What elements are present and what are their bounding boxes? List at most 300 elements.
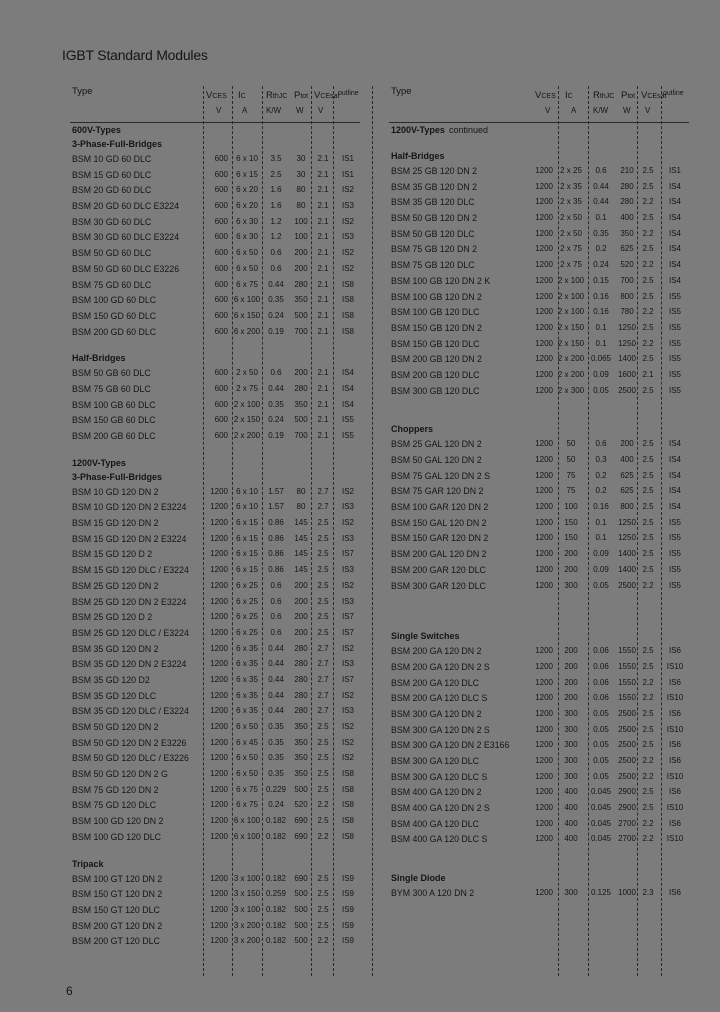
cell-vcesat: 2.1 <box>317 248 329 258</box>
cell-vcesat: 2.5 <box>642 787 654 797</box>
unit-v2: V <box>645 106 651 115</box>
cell-rthjc: 0.44 <box>268 659 284 669</box>
cell-vcesat: 2.5 <box>317 920 329 930</box>
cell-vcesat: 2.5 <box>642 166 654 175</box>
cell-outline: IS5 <box>668 533 681 543</box>
cell-ptot: 2700 <box>618 834 636 844</box>
cell-type: BSM 200 GT 120 DLC <box>72 936 160 947</box>
cell-vces: 600 <box>214 431 228 440</box>
cell-ptot: 690 <box>294 873 308 883</box>
table-row <box>70 720 362 736</box>
unit-w: W <box>623 106 631 115</box>
cell-type: BSM 200 GB 120 DLC <box>391 369 480 380</box>
cell-ptot: 1250 <box>618 517 636 527</box>
cell-rthjc: 0.06 <box>593 646 609 656</box>
cell-outline: IS10 <box>666 724 684 734</box>
cell-rthjc: 1.57 <box>268 486 284 496</box>
cell-vces: 1200 <box>535 228 553 238</box>
cell-outline: IS5 <box>668 322 681 332</box>
cell-ic: 6 x 25 <box>236 612 258 622</box>
cell-vcesat: 2.1 <box>317 383 329 393</box>
cell-vcesat: 2.5 <box>642 740 654 750</box>
spacer <box>70 846 362 858</box>
cell-vcesat: 2.5 <box>317 580 329 590</box>
cell-ptot: 350 <box>294 769 308 779</box>
cell-outline: IS5 <box>668 354 681 364</box>
cell-type: BSM 35 GB 120 DLC <box>391 197 475 208</box>
cell-type: BSM 300 GA 120 DN 2 S <box>391 724 490 735</box>
cell-ptot: 800 <box>620 502 634 512</box>
cell-ptot: 30 <box>296 154 306 163</box>
cell-ptot: 145 <box>294 533 308 543</box>
cell-ic: 6 x 15 <box>236 549 258 559</box>
cell-ic: 6 x 15 <box>236 533 258 543</box>
cell-outline: IS8 <box>341 831 354 841</box>
section-heading <box>70 858 362 872</box>
cell-outline: IS8 <box>341 816 354 826</box>
cell-outline: IS2 <box>341 690 354 700</box>
cell-ic: 6 x 35 <box>236 690 258 700</box>
cell-outline: IS3 <box>341 201 354 211</box>
cell-ic: 2 x 35 <box>560 197 582 207</box>
cell-rthjc: 0.35 <box>268 737 284 747</box>
cell-outline: IS3 <box>341 659 354 669</box>
cell-ptot: 690 <box>294 816 308 826</box>
cell-rthjc: 0.3 <box>595 455 607 464</box>
cell-ic: 75 <box>566 470 576 480</box>
cell-ic: 6 x 35 <box>236 643 258 653</box>
section-label: Tripack <box>72 858 104 869</box>
cell-ic: 6 x 20 <box>236 185 258 195</box>
header-ic: IC <box>565 90 573 101</box>
cell-ptot: 690 <box>294 831 308 841</box>
cell-vcesat: 2.2 <box>642 197 654 207</box>
cell-type: BSM 15 GD 120 DLC / E3224 <box>72 565 189 576</box>
cell-ic: 6 x 50 <box>236 753 258 763</box>
table-row <box>70 382 362 398</box>
cell-rthjc: 0.06 <box>593 661 609 671</box>
section-heading <box>70 471 362 485</box>
cell-outline: IS7 <box>341 627 354 637</box>
cell-rthjc: 0.05 <box>593 756 609 765</box>
cell-type: BSM 300 GA 120 DLC <box>391 756 480 766</box>
table-row <box>389 785 689 801</box>
cell-vces: 600 <box>214 399 228 409</box>
cell-type: BSM 10 GD 60 DLC <box>72 154 152 164</box>
header-ptot: Ptot <box>294 90 309 101</box>
column-rule <box>203 86 204 976</box>
cell-vces: 600 <box>214 201 228 211</box>
cell-outline: IS3 <box>341 533 354 543</box>
table-row <box>389 660 689 676</box>
column-rule <box>558 86 559 976</box>
cell-vcesat: 2.5 <box>642 244 654 254</box>
cell-vcesat: 2.5 <box>317 549 329 559</box>
table-row <box>70 736 362 752</box>
cell-ptot: 80 <box>296 201 306 211</box>
table-row <box>70 579 362 595</box>
cell-outline: IS2 <box>341 643 354 653</box>
cell-ic: 400 <box>564 787 578 797</box>
cell-ic: 75 <box>566 486 576 496</box>
cell-ic: 2 x 200 <box>557 354 585 364</box>
table-row <box>389 484 689 500</box>
cell-ptot: 2500 <box>618 724 636 734</box>
cell-vcesat: 2.2 <box>642 338 654 348</box>
cell-ic: 2 x 100 <box>557 275 585 285</box>
cell-rthjc: 0.125 <box>590 888 612 898</box>
cell-vcesat: 2.2 <box>642 260 654 270</box>
cell-ptot: 145 <box>294 565 308 575</box>
cell-type: BSM 35 GD 120 DLC <box>72 690 157 701</box>
cell-ptot: 30 <box>296 169 306 179</box>
cell-type: BSM 20 GD 60 DLC E3224 <box>72 201 180 212</box>
cell-vcesat: 2.5 <box>642 661 654 671</box>
cell-type: BSM 75 GB 60 DLC <box>72 383 151 394</box>
cell-vcesat: 2.1 <box>317 295 329 305</box>
cell-vcesat: 2.2 <box>642 834 654 844</box>
table-row <box>70 704 362 720</box>
table-row <box>70 485 362 501</box>
unit-a: A <box>571 106 577 115</box>
cell-rthjc: 0.1 <box>595 322 607 332</box>
section-heading <box>389 150 689 164</box>
cell-rthjc: 0.16 <box>593 291 609 301</box>
cell-vces: 1200 <box>535 756 553 765</box>
cell-vces: 1200 <box>210 737 228 747</box>
spacer <box>389 848 689 860</box>
cell-ptot: 280 <box>294 674 308 684</box>
cell-vces: 1200 <box>535 354 553 364</box>
cell-type: BSM 100 GD 120 DLC <box>72 831 161 842</box>
cell-outline: IS6 <box>668 888 681 898</box>
cell-ic: 3 x 200 <box>233 920 261 930</box>
cell-vces: 1200 <box>535 834 553 844</box>
cell-vces: 600 <box>214 185 228 195</box>
section-heading <box>389 872 689 886</box>
header-rthjc: RthJC <box>266 90 288 101</box>
cell-vcesat: 2.1 <box>642 369 654 379</box>
cell-type: BSM 50 GB 120 DN 2 <box>391 213 478 224</box>
table-row <box>389 500 689 516</box>
table-row <box>70 887 362 903</box>
cell-type: BSM 15 GD 120 DN 2 E3224 <box>72 533 187 544</box>
cell-type: BSM 15 GD 120 DN 2 <box>72 518 159 529</box>
cell-vcesat: 2.2 <box>642 756 654 765</box>
cell-vces: 1200 <box>210 659 228 669</box>
cell-vces: 1200 <box>535 693 553 703</box>
cell-rthjc: 0.045 <box>590 818 612 828</box>
cell-type: BSM 200 GB 120 DN 2 <box>391 354 482 365</box>
cell-rthjc: 0.182 <box>265 936 287 946</box>
table-row <box>389 531 689 547</box>
column-rule <box>333 86 334 976</box>
cell-ptot: 1400 <box>618 549 636 559</box>
cell-vces: 1200 <box>535 646 553 656</box>
table-row <box>70 642 362 658</box>
cell-vces: 1200 <box>535 771 553 781</box>
cell-vcesat: 2.2 <box>642 580 654 590</box>
cell-ic: 2 x 75 <box>236 383 258 393</box>
cell-ic: 2 x 50 <box>560 228 582 238</box>
cell-vces: 1200 <box>210 769 228 779</box>
cell-ptot: 700 <box>294 431 308 440</box>
table-row <box>70 814 362 830</box>
cell-rthjc: 0.35 <box>268 722 284 731</box>
cell-ic: 2 x 75 <box>560 244 582 254</box>
column-divider <box>372 86 373 976</box>
column-rule <box>588 86 589 976</box>
cell-rthjc: 0.06 <box>593 677 609 687</box>
cell-type: BSM 25 GD 120 DLC / E3224 <box>72 627 189 638</box>
cell-ic: 2 x 200 <box>233 431 261 440</box>
cell-rthjc: 0.065 <box>590 354 612 364</box>
cell-rthjc: 0.182 <box>265 816 287 826</box>
table-row <box>70 262 362 278</box>
table-row <box>389 242 689 258</box>
cell-ptot: 500 <box>294 904 308 914</box>
cell-ic: 6 x 35 <box>236 706 258 716</box>
cell-ptot: 1550 <box>618 693 636 703</box>
cell-vcesat: 2.5 <box>642 803 654 813</box>
section-heading <box>389 124 689 138</box>
cell-ptot: 350 <box>294 295 308 305</box>
cell-ic: 200 <box>564 677 578 687</box>
cell-ptot: 500 <box>294 310 308 320</box>
cell-vcesat: 2.5 <box>317 753 329 763</box>
table-row <box>70 903 362 919</box>
cell-vcesat: 2.5 <box>317 596 329 606</box>
cell-outline: IS3 <box>341 565 354 575</box>
cell-type: BSM 50 GD 60 DLC <box>72 248 152 259</box>
cell-type: BSM 100 GB 120 DN 2 <box>391 291 482 302</box>
table-row <box>389 305 689 321</box>
spacer <box>389 594 689 606</box>
cell-outline: IS9 <box>341 889 354 899</box>
table-row <box>70 516 362 532</box>
cell-outline: IS6 <box>668 677 681 687</box>
cell-rthjc: 0.19 <box>268 431 284 440</box>
cell-ic: 300 <box>564 756 578 765</box>
cell-rthjc: 0.35 <box>268 399 284 409</box>
cell-ptot: 200 <box>294 263 308 273</box>
cell-type: BSM 100 GB 120 DLC <box>391 307 480 318</box>
cell-ptot: 500 <box>294 920 308 930</box>
cell-outline: IS4 <box>668 470 681 480</box>
cell-vcesat: 2.1 <box>317 154 329 163</box>
cell-ic: 300 <box>564 771 578 781</box>
cell-outline: IS6 <box>668 787 681 797</box>
cell-ic: 300 <box>564 888 578 898</box>
cell-vces: 1200 <box>210 502 228 512</box>
cell-rthjc: 0.86 <box>268 565 284 575</box>
cell-rthjc: 0.06 <box>593 693 609 703</box>
cell-outline: IS2 <box>341 722 354 731</box>
cell-type: BSM 200 GA 120 DLC S <box>391 693 488 704</box>
cell-vcesat: 2.3 <box>642 888 654 898</box>
cell-rthjc: 0.35 <box>268 769 284 779</box>
cell-ic: 6 x 150 <box>233 310 261 320</box>
cell-vces: 600 <box>214 415 228 425</box>
cell-vcesat: 2.5 <box>642 564 654 574</box>
cell-vces: 1200 <box>535 322 553 332</box>
cell-ic: 6 x 75 <box>236 784 258 794</box>
cell-vces: 1200 <box>210 580 228 590</box>
cell-ptot: 1400 <box>618 354 636 364</box>
cell-vcesat: 2.5 <box>642 354 654 364</box>
cell-rthjc: 0.24 <box>268 310 284 320</box>
cell-rthjc: 0.35 <box>268 753 284 763</box>
cell-vcesat: 2.5 <box>317 627 329 637</box>
left-table-header <box>70 86 362 124</box>
cell-ptot: 145 <box>294 518 308 528</box>
cell-outline: IS6 <box>668 646 681 656</box>
cell-ptot: 2500 <box>618 756 636 765</box>
table-row <box>70 199 362 215</box>
cell-ic: 200 <box>564 693 578 703</box>
cell-ptot: 1000 <box>618 888 636 898</box>
cell-ic: 6 x 100 <box>233 831 261 841</box>
cell-type: BSM 150 GT 120 DLC <box>72 904 160 915</box>
cell-rthjc: 0.16 <box>593 307 609 317</box>
cell-type: BSM 35 GD 120 DLC / E3224 <box>72 706 189 717</box>
cell-outline: IS4 <box>668 486 681 496</box>
header-rule <box>389 122 689 123</box>
header-outline: outline <box>338 90 359 97</box>
cell-vces: 1200 <box>210 816 228 826</box>
cell-type: BSM 100 GAR 120 DN 2 <box>391 502 489 513</box>
cell-rthjc: 0.44 <box>268 279 284 289</box>
header-vcesat: VCEsat <box>641 90 667 101</box>
cell-outline: IS5 <box>668 291 681 301</box>
cell-outline: IS2 <box>341 216 354 226</box>
table-row <box>70 626 362 642</box>
column-rule <box>232 86 233 976</box>
cell-ic: 6 x 15 <box>236 169 258 179</box>
cell-vcesat: 2.2 <box>642 693 654 703</box>
unit-v: V <box>216 106 222 115</box>
cell-vces: 600 <box>214 216 228 226</box>
cell-vces: 1200 <box>535 260 553 270</box>
cell-vcesat: 2.5 <box>317 889 329 899</box>
cell-ic: 6 x 100 <box>233 816 261 826</box>
cell-outline: IS6 <box>668 818 681 828</box>
table-row <box>389 258 689 274</box>
cell-ic: 2 x 150 <box>557 322 585 332</box>
cell-ic: 2 x 75 <box>560 260 582 270</box>
cell-outline: IS4 <box>668 213 681 223</box>
cell-outline: IS4 <box>341 399 354 409</box>
cell-outline: IS7 <box>341 674 354 684</box>
cell-vces: 1200 <box>535 517 553 527</box>
section-continued-label: continued <box>449 125 489 135</box>
cell-vces: 1200 <box>535 533 553 543</box>
cell-vcesat: 2.1 <box>317 232 329 242</box>
cell-rthjc: 0.6 <box>595 166 607 175</box>
table-row <box>389 707 689 723</box>
table-row <box>389 547 689 563</box>
cell-vcesat: 2.1 <box>317 216 329 226</box>
cell-ptot: 280 <box>294 706 308 716</box>
cell-rthjc: 0.09 <box>593 549 609 559</box>
cell-ic: 6 x 15 <box>236 518 258 528</box>
cell-vces: 1200 <box>535 564 553 574</box>
header-ptot: Ptot <box>621 90 636 101</box>
section-heading <box>389 423 689 437</box>
table-row <box>389 453 689 469</box>
cell-outline: IS4 <box>668 455 681 464</box>
cell-ptot: 280 <box>294 659 308 669</box>
cell-outline: IS5 <box>668 307 681 317</box>
cell-vces: 1200 <box>210 889 228 899</box>
cell-ptot: 280 <box>620 197 634 207</box>
cell-outline: IS4 <box>668 502 681 512</box>
cell-rthjc: 0.09 <box>593 564 609 574</box>
cell-type: BSM 150 GB 60 DLC <box>72 415 156 426</box>
cell-vces: 600 <box>214 326 228 336</box>
table-row <box>70 429 362 445</box>
column-rule <box>311 86 312 976</box>
cell-vcesat: 2.1 <box>317 185 329 195</box>
cell-rthjc: 0.86 <box>268 533 284 543</box>
cell-ptot: 1550 <box>618 646 636 656</box>
cell-vces: 1200 <box>210 518 228 528</box>
table-row <box>70 919 362 935</box>
table-row <box>389 644 689 660</box>
section-label: Single Switches <box>391 631 460 642</box>
cell-vcesat: 2.5 <box>317 784 329 794</box>
cell-ptot: 280 <box>294 279 308 289</box>
cell-outline: IS6 <box>668 756 681 765</box>
cell-ptot: 1400 <box>618 564 636 574</box>
cell-vces: 1200 <box>210 690 228 700</box>
table-row <box>70 152 362 168</box>
cell-vces: 1200 <box>210 753 228 763</box>
cell-outline: IS3 <box>341 232 354 242</box>
cell-ic: 6 x 50 <box>236 248 258 258</box>
cell-vcesat: 2.5 <box>317 873 329 883</box>
cell-rthjc: 0.182 <box>265 873 287 883</box>
cell-ic: 3 x 200 <box>233 936 261 946</box>
cell-type: BSM 75 GD 60 DLC <box>72 279 152 290</box>
cell-outline: IS4 <box>668 260 681 270</box>
cell-rthjc: 0.24 <box>593 260 609 270</box>
cell-rthjc: 0.6 <box>270 596 282 606</box>
cell-outline: IS5 <box>668 580 681 590</box>
cell-ic: 6 x 200 <box>233 326 261 336</box>
cell-ptot: 200 <box>294 580 308 590</box>
cell-vces: 600 <box>214 154 228 163</box>
cell-ic: 2 x 150 <box>233 415 261 425</box>
table-row <box>70 293 362 309</box>
table-row <box>389 723 689 739</box>
cell-vcesat: 2.2 <box>642 771 654 781</box>
cell-rthjc: 0.44 <box>593 181 609 191</box>
cell-outline: IS5 <box>341 415 354 425</box>
cell-outline: IS9 <box>341 873 354 883</box>
cell-vcesat: 2.1 <box>317 326 329 336</box>
cell-type: BSM 50 GD 120 DLC / E3226 <box>72 753 189 764</box>
cell-vces: 1200 <box>535 369 553 379</box>
cell-ic: 400 <box>564 834 578 844</box>
cell-ptot: 1550 <box>618 661 636 671</box>
cell-ptot: 200 <box>294 612 308 622</box>
cell-outline: IS9 <box>341 920 354 930</box>
cell-ptot: 2500 <box>618 740 636 750</box>
cell-outline: IS5 <box>668 369 681 379</box>
cell-outline: IS3 <box>341 596 354 606</box>
cell-ic: 6 x 30 <box>236 232 258 242</box>
